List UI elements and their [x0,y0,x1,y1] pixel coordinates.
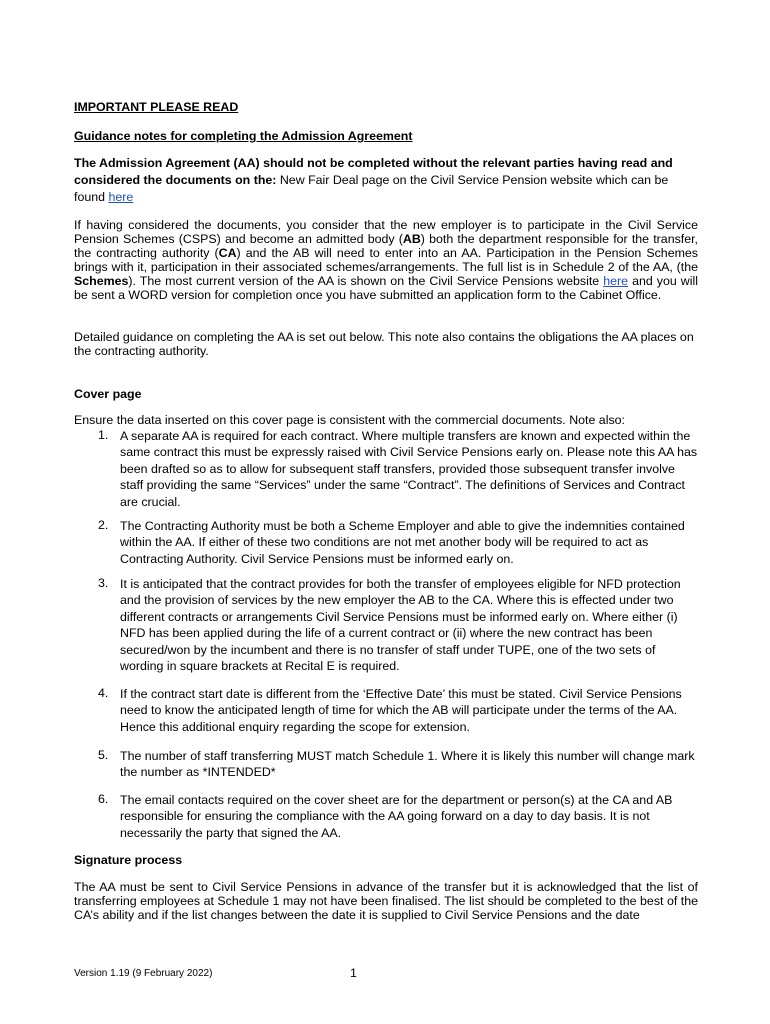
guidance-subheading: Guidance notes for completing the Admission Agreement [74,129,413,143]
ca-term: CA [218,246,237,260]
para2-text-4: ). The most current version of the AA is shown on the Civil Service Pensions website [128,274,604,288]
list-item-text: The email contacts required on the cover sheet are for the department or person(s) at the CA and AB responsible for ensuring the compliance with the AA going forward on a day to day basis. It is not necessarily the party that signed the AA. [120,793,673,840]
aa-version-link[interactable]: here [603,274,629,288]
signature-process-paragraph: The AA must be sent to Civil Service Pensions in advance of the transfer but it is acknowledged that the list of transferring employees at Schedule 1 may not have been finalised. The list should be completed to the best of the CA’s ability and if the list changes between the date it is supplied to Civil Service Pensions and the date [74,880,698,922]
list-item-number: 2. [98,518,109,532]
list-item-number: 6. [98,792,109,806]
new-fair-deal-link[interactable]: here [108,190,134,204]
list-item-text: A separate AA is required for each contract. Where multiple transfers are known and expected within the same contract this must be expressly raised with Civil Service Pensions early on. Please note this AA has been drafted so as to allow for subsequent staff transfers, provided those subsequent transfer involve staff providing the same “Services” under the same “Contract”. The definitions of Services and Contract are crucial. [120,429,698,509]
cover-page-heading: Cover page [74,387,142,401]
para2-text-1: If having considered the documents, you consider that the new employer is to participate in the Civil Service Pension Schemes (CSPS) and become an admitted body ( [74,218,698,246]
ab-term: AB [402,232,421,246]
important-heading: IMPORTANT PLEASE READ [74,100,239,114]
para2-text-5: and you will be sent a WORD version for completion once you have submitted an application form to the Cabinet Office. [74,274,699,302]
list-item-number: 1. [98,428,109,442]
page-number: 1 [350,966,357,980]
list-item-number: 3. [98,576,109,590]
list-item-text: The number of staff transferring MUST match Schedule 1. Where it is likely this number will change mark the number as *INTENDED* [120,749,695,780]
detailed-guidance-paragraph: Detailed guidance on completing the AA is set out below. This note also contains the obligations the AA places on the contracting authority. [74,330,694,358]
para2-text-3: ) and the AB will need to enter into an AA. Participation in the Pension Schemes brings with it, participation in their associated schemes/arrangements. The full list is in Schedule 2 of the AA, (the [74,246,699,274]
list-item-number: 5. [98,748,109,762]
cover-page-intro: Ensure the data inserted on this cover page is consistent with the commercial documents. Note also: [74,413,625,427]
schemes-term: Schemes [74,274,129,288]
list-item-number: 4. [98,686,109,700]
participation-paragraph [74,218,698,302]
list-item-text: It is anticipated that the contract provides for both the transfer of employees eligible for NFD protection and the provision of services by the new employer the AB to the CA. Where this is effected under two different contracts or arrangements Civil Service Pensions must be informed early on. Where either (i) NFD has been applied during the life of a current contract or (ii) where the new contract has been secured/won by the incumbent and there is no transfer of staff under TUPE, one of the two sets of wording in square brackets at Recital E is required. [120,577,681,674]
intro-bold-text: The Admission Agreement (AA) should not be completed without the relevant parties having read and considered the documents on the: [74,156,673,187]
list-item-text: The Contracting Authority must be both a Scheme Employer and able to give the indemnities contained within the AA. If either of these two conditions are not met another body will be required to act as Contracting Authority. Civil Service Pensions must be informed early on. [120,519,685,566]
para2-text-2: ) both the department responsible for the transfer, the contracting authority ( [74,232,698,260]
signature-process-heading: Signature process [74,853,183,867]
version-footer: Version 1.19 (9 February 2022) [74,968,213,979]
intro-paragraph [74,155,698,206]
list-item-text: If the contract start date is different from the ‘Effective Date’ this must be stated. Civil Service Pensions need to know the anticipated length of time for which the AB will participate under the terms of the AA. Hence this additional enquiry regarding the scope for extension. [120,687,682,734]
intro-text: New Fair Deal page on the Civil Service Pension website which can be found [74,173,669,204]
